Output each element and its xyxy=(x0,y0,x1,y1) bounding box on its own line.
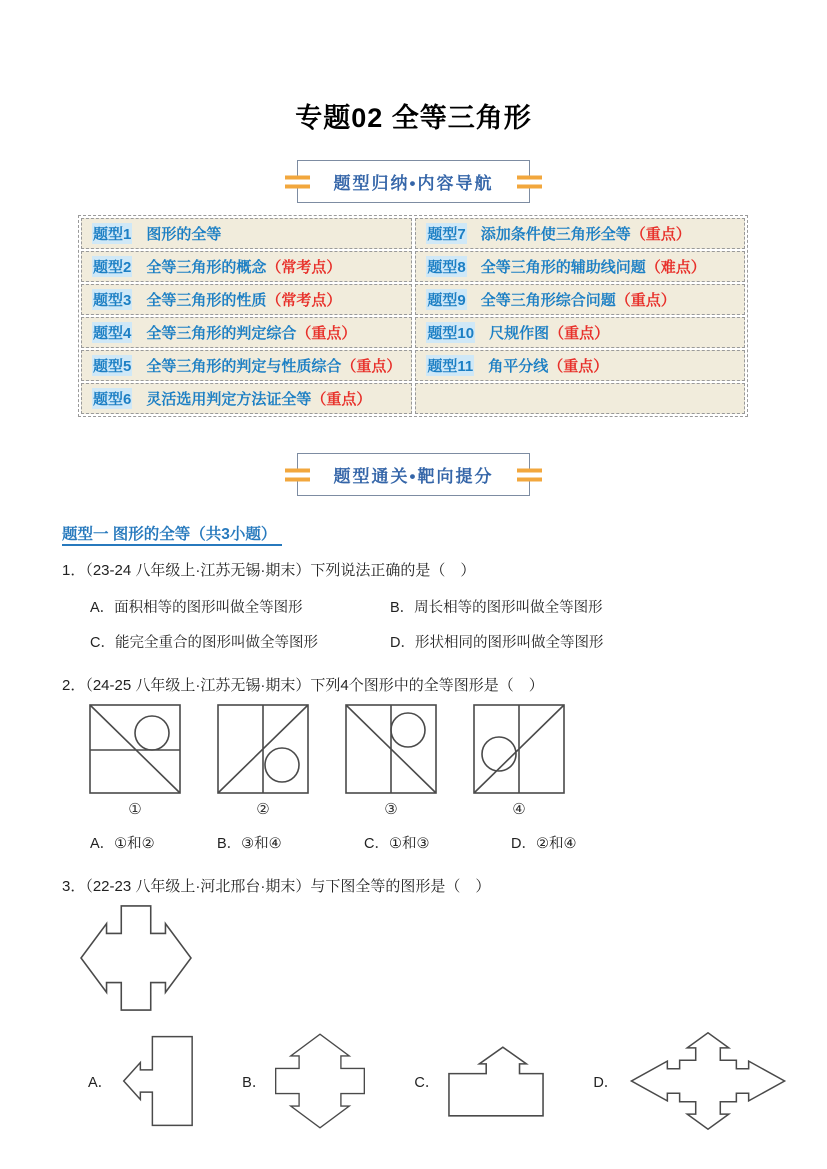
toc-row: 题型10 尺规作图（重点） xyxy=(415,317,745,348)
toc-row: 题型11 角平分线（重点） xyxy=(415,350,745,381)
question-1-stem: 1．（23-24 八年级上·江苏无锡·期末）下列说法正确的是（ ） xyxy=(62,562,476,579)
question-3-options xyxy=(88,1023,827,1139)
banner-practice xyxy=(297,453,531,496)
figure-label: ② xyxy=(256,801,270,818)
question-1-options xyxy=(90,596,827,652)
q1-option-c: C．能完全重合的图形叫做全等图形 xyxy=(90,635,318,651)
q1-option-d: D．形状相同的图形叫做全等图形 xyxy=(390,635,604,651)
banner-toc xyxy=(297,160,531,203)
banner-practice-label: 题型通关•靶向提分 xyxy=(333,467,494,486)
q3-option-b-cross-vertical-arrows: B． xyxy=(242,1023,366,1139)
page-title: 专题02 全等三角形 xyxy=(295,103,532,133)
q2-option-a: A．①和② xyxy=(90,836,155,852)
toc-row: 题型3 全等三角形的性质（常考点） xyxy=(81,284,412,315)
q3-option-d-four-way-arrows: D． xyxy=(593,1029,790,1133)
q1-option-a: A．面积相等的图形叫做全等图形 xyxy=(90,600,303,616)
toc-row: 题型9 全等三角形综合问题（重点） xyxy=(415,284,745,315)
q1-option-b: B．周长相等的图形叫做全等图形 xyxy=(390,600,603,616)
figure-1-square-diagonal-horizontal-circle-topright xyxy=(88,703,182,818)
question-2-stem: 2．（24-25 八年级上·江苏无锡·期末）下列4个图形中的全等图形是（ ） xyxy=(62,677,544,694)
figure-4-square-vertical-diagonalup-circle-left xyxy=(472,703,566,818)
question-type-table xyxy=(78,215,748,417)
figure-3-square-vertical-diagonaldown-circle-topright xyxy=(344,703,438,818)
orange-bars-icon xyxy=(285,468,310,481)
toc-left-column xyxy=(81,218,412,414)
q3-option-c-rectangle-up-arrow: C． xyxy=(414,1044,545,1118)
toc-row: 题型2 全等三角形的概念（常考点） xyxy=(81,251,412,282)
section-heading: 题型一 图形的全等（共3小题） xyxy=(62,522,827,544)
toc-row: 题型8 全等三角形的辅助线问题（难点） xyxy=(415,251,745,282)
question-3-stem: 3．（22-23 八年级上·河北邢台·期末）与下图全等的图形是（ ） xyxy=(62,878,491,895)
figure-label: ③ xyxy=(384,801,398,818)
orange-bars-icon xyxy=(285,175,310,188)
toc-row: 题型5 全等三角形的判定与性质综合（重点） xyxy=(81,350,412,381)
toc-row: 题型1 图形的全等 xyxy=(81,218,412,249)
orange-bars-icon xyxy=(517,468,542,481)
q3-option-a-rectangle-left-arrow: A． xyxy=(88,1032,194,1130)
question-2-figures xyxy=(88,703,827,818)
figure-2-square-vertical-diagonalup-circle-bottomright xyxy=(216,703,310,818)
question-3-reference-figure-cross-horizontal-arrows xyxy=(75,904,827,1017)
figure-label: ① xyxy=(128,801,142,818)
figure-label: ④ xyxy=(512,801,526,818)
toc-row: 题型7 添加条件使三角形全等（重点） xyxy=(415,218,745,249)
q2-option-d: D．②和④ xyxy=(511,836,577,852)
toc-right-column xyxy=(415,218,745,414)
toc-row-empty xyxy=(415,383,745,414)
q2-option-b: B．③和④ xyxy=(217,836,282,852)
toc-row: 题型4 全等三角形的判定综合（重点） xyxy=(81,317,412,348)
orange-bars-icon xyxy=(517,175,542,188)
question-2-options xyxy=(90,832,827,853)
toc-row: 题型6 灵活选用判定方法证全等（重点） xyxy=(81,383,412,414)
q2-option-c: C．①和③ xyxy=(364,836,430,852)
banner-toc-label: 题型归纳•内容导航 xyxy=(333,174,494,193)
